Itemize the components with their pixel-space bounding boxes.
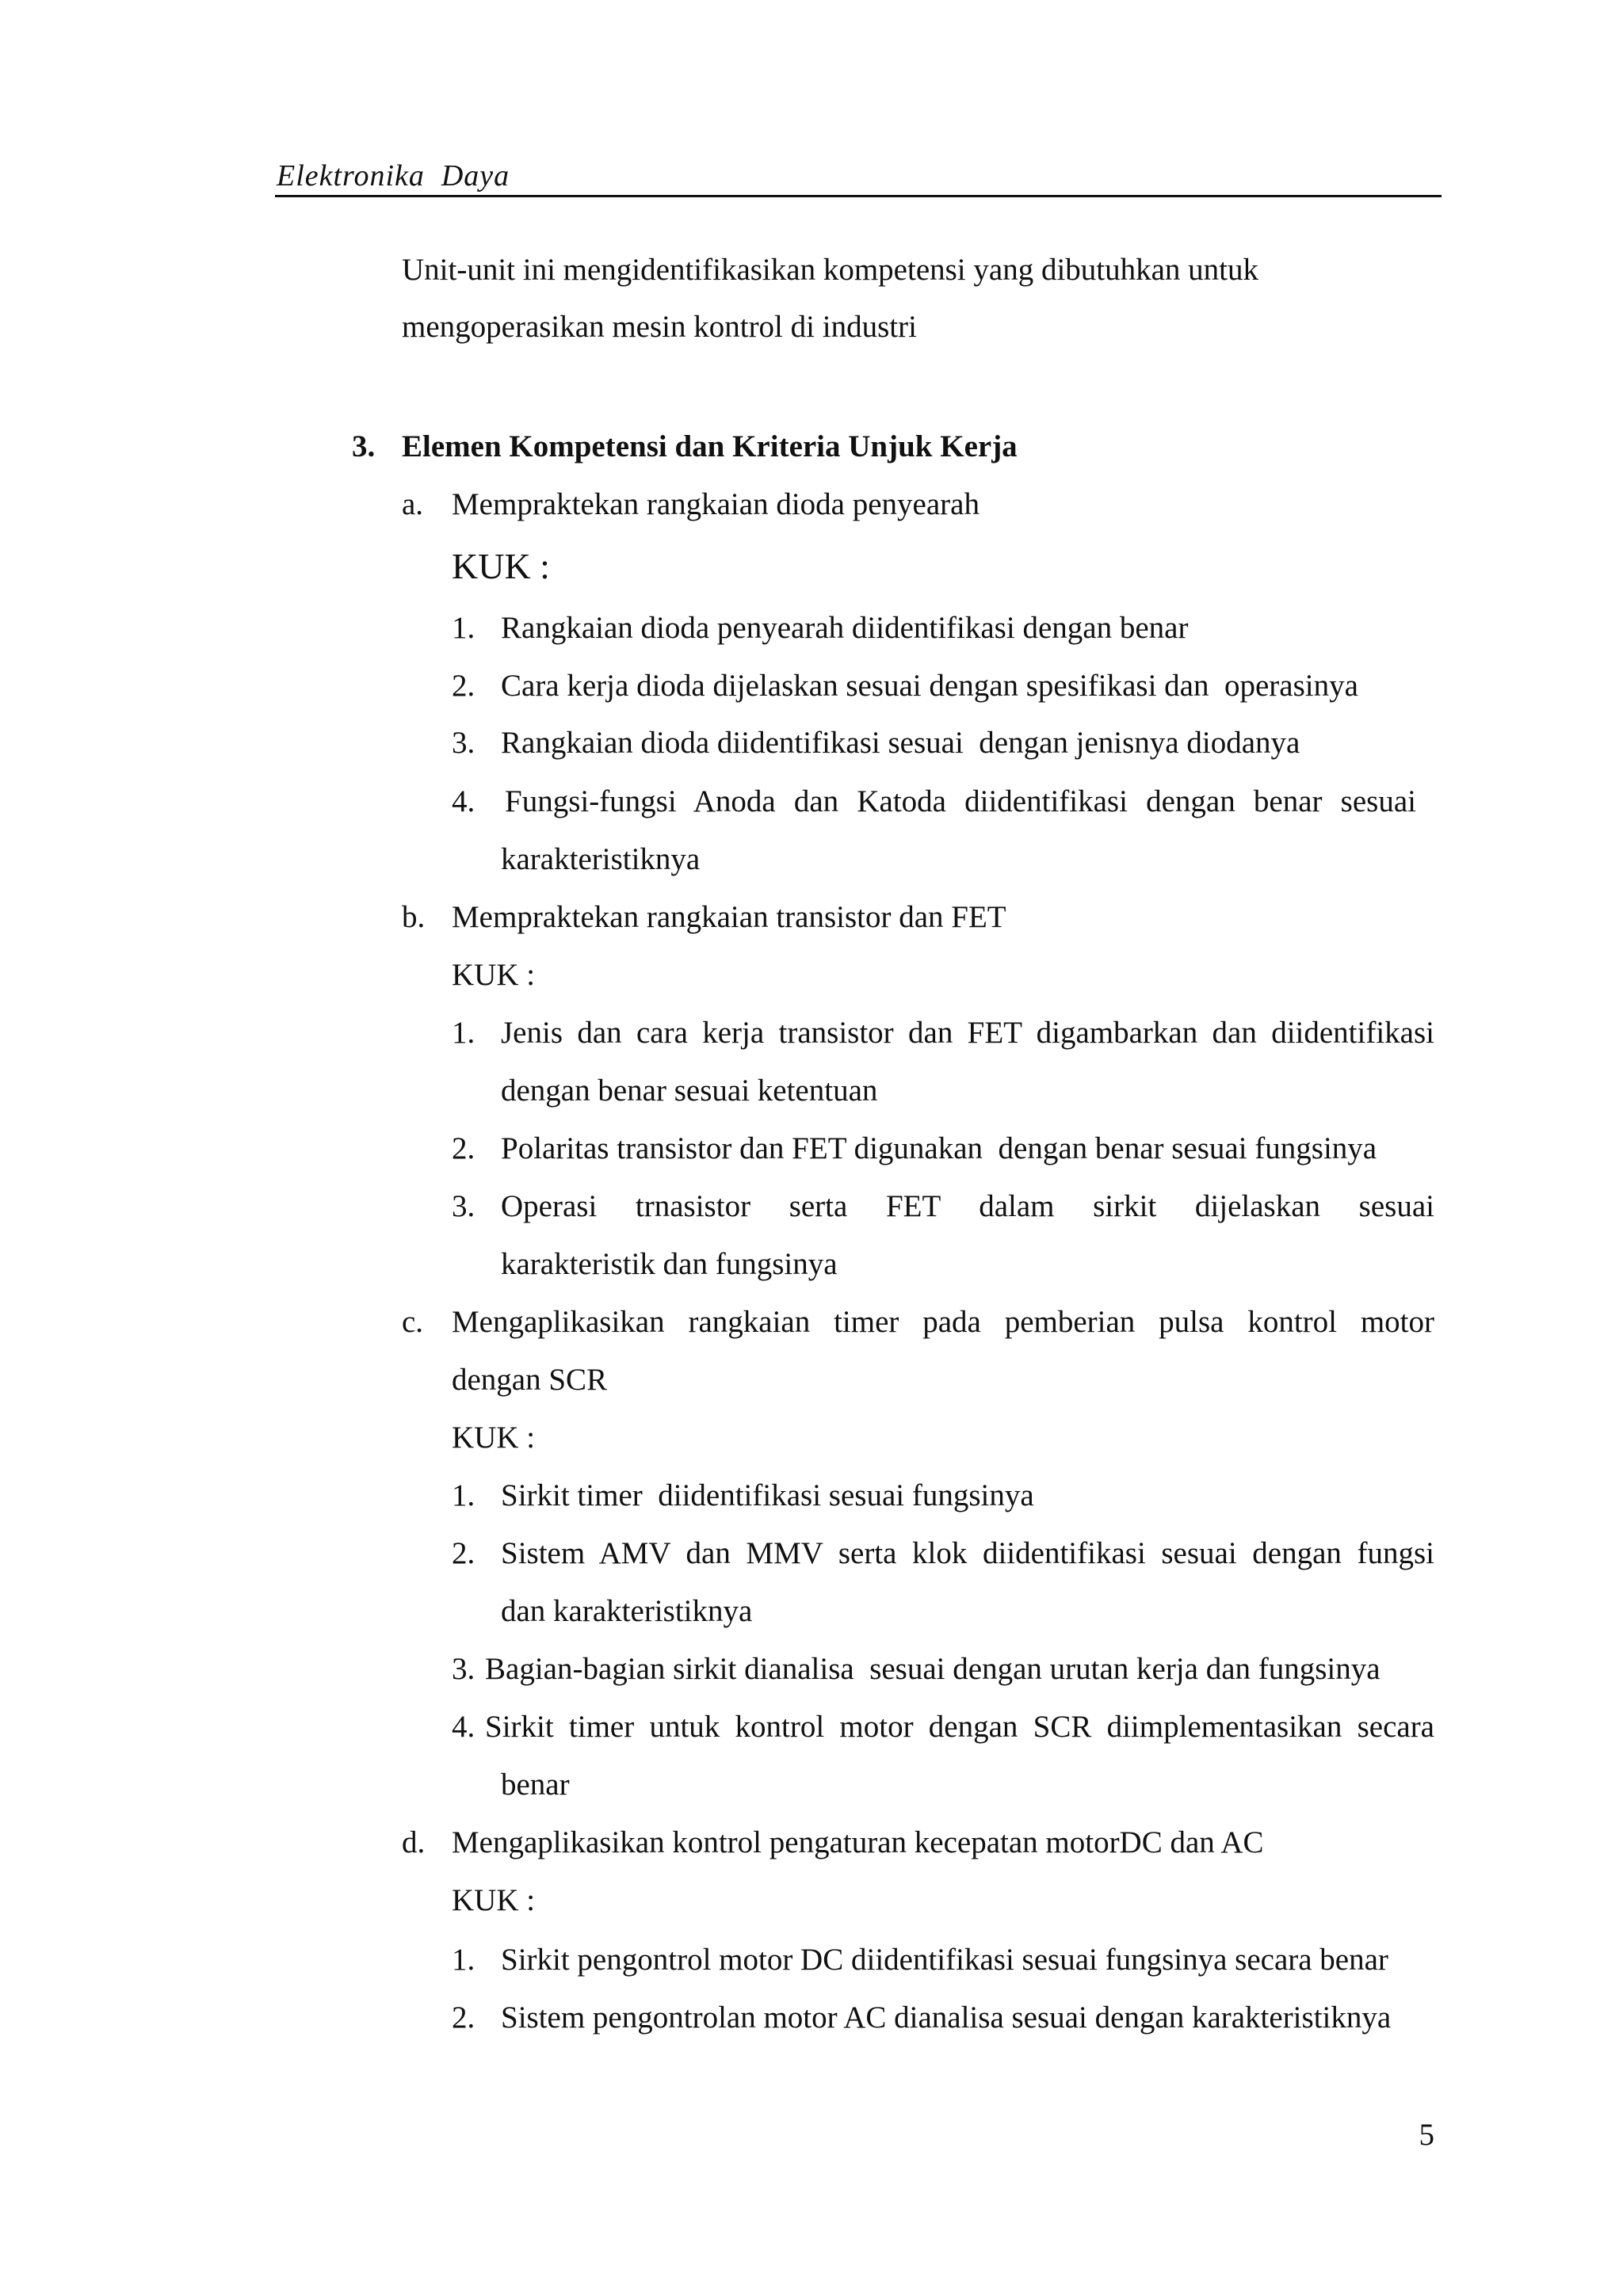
b-item-3-cont: karakteristik dan fungsinya <box>501 1247 838 1281</box>
a-item-2-num: 2. <box>452 669 475 703</box>
element-c-letter: c. <box>402 1305 424 1339</box>
c-item-3-num: 3. <box>452 1652 475 1686</box>
a-item-1-num: 1. <box>452 611 475 645</box>
intro-line-1: Unit-unit ini mengidentifikasikan kompetensi yang dibutuhkan untuk <box>402 253 1259 287</box>
element-d-letter: d. <box>402 1825 426 1859</box>
c-item-2-text: Sistem AMV dan MMV serta klok diidentifikasi sesuai dengan fungsi <box>501 1536 1434 1570</box>
d-item-2-num: 2. <box>452 2000 475 2035</box>
d-item-1-text: Sirkit pengontrol motor DC diidentifikasi sesuai fungsinya secara benar <box>501 1943 1388 1977</box>
b-item-1-text: Jenis dan cara kerja transistor dan FET digambarkan dan diidentifikasi <box>501 1016 1434 1050</box>
b-item-1-cont: dengan benar sesuai ketentuan <box>501 1074 878 1108</box>
c-item-3-text: Bagian-bagian sirkit dianalisa sesuai dengan urutan kerja dan fungsinya <box>485 1652 1381 1686</box>
element-c-kuk: KUK : <box>452 1421 536 1455</box>
c-item-4-cont: benar <box>501 1768 570 1802</box>
b-item-1-num: 1. <box>452 1016 475 1050</box>
a-item-3-text: Rangkaian dioda diidentifikasi sesuai dengan jenisnya diodanya <box>501 726 1300 760</box>
d-item-2-text: Sistem pengontrolan motor AC dianalisa sesuai dengan karakteristiknya <box>501 2000 1392 2035</box>
a-item-1-text: Rangkaian dioda penyearah diidentifikasi dengan benar <box>501 611 1189 645</box>
c-item-1-text: Sirkit timer diidentifikasi sesuai fungsinya <box>501 1478 1034 1512</box>
b-item-3-num: 3. <box>452 1189 475 1223</box>
intro-line-2: mengoperasikan mesin kontrol di industri <box>402 310 917 344</box>
c-item-2-cont: dan karakteristiknya <box>501 1594 753 1628</box>
element-a-letter: a. <box>402 487 424 521</box>
running-header: Elektronika Daya <box>277 159 510 193</box>
c-item-4-num: 4. <box>452 1710 475 1744</box>
c-item-4-text: Sirkit timer untuk kontrol motor dengan SCR diimplementasikan secara <box>485 1710 1434 1744</box>
header-rule <box>275 195 1442 197</box>
element-b-title: Mempraktekan rangkaian transistor dan FET <box>452 900 1006 934</box>
element-c-title: Mengaplikasikan rangkaian timer pada pemberian pulsa kontrol motor <box>452 1305 1434 1339</box>
b-item-2-text: Polaritas transistor dan FET digunakan dengan benar sesuai fungsinya <box>501 1131 1377 1165</box>
a-item-3-num: 3. <box>452 726 475 760</box>
section-number: 3. <box>352 429 376 463</box>
element-c-title-cont: dengan SCR <box>452 1363 608 1397</box>
b-item-2-num: 2. <box>452 1131 475 1165</box>
element-a-kuk: KUK : <box>452 546 550 586</box>
element-b-kuk: KUK : <box>452 958 536 992</box>
section-title: Elemen Kompetensi dan Kriteria Unjuk Kerja <box>402 429 1018 463</box>
element-d-kuk: KUK : <box>452 1883 536 1917</box>
a-item-4-text: Fungsi-fungsi Anoda dan Katoda diidentifikasi dengan benar sesuai <box>505 784 1416 818</box>
a-item-2-text: Cara kerja dioda dijelaskan sesuai dengan spesifikasi dan operasinya <box>501 669 1358 703</box>
element-a-title: Mempraktekan rangkaian dioda penyearah <box>452 487 980 521</box>
d-item-1-num: 1. <box>452 1943 475 1977</box>
b-item-3-text: Operasi trnasistor serta FET dalam sirkit dijelaskan sesuai <box>501 1189 1434 1223</box>
c-item-2-num: 2. <box>452 1536 475 1570</box>
c-item-1-num: 1. <box>452 1478 475 1512</box>
element-d-title: Mengaplikasikan kontrol pengaturan kecepatan motorDC dan AC <box>452 1825 1264 1859</box>
a-item-4-cont: karakteristiknya <box>501 842 701 876</box>
page-number: 5 <box>1419 2118 1434 2152</box>
element-b-letter: b. <box>402 900 426 934</box>
a-item-4-num: 4. <box>452 784 475 818</box>
